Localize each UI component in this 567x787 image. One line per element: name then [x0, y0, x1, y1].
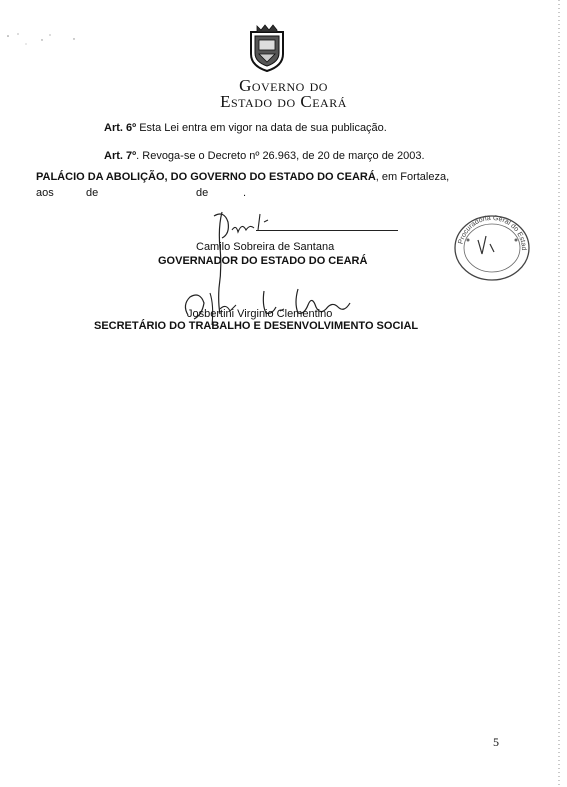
article-label: Art. 7º — [104, 150, 137, 162]
article-text: . Revoga-se o Decreto nº 26.963, de 20 de março de 2003. — [136, 150, 425, 162]
article-label: Art. 6º — [104, 122, 137, 134]
article-text: Esta Lei entra em vigor na data de sua publicação. — [136, 122, 387, 134]
article-6 — [104, 122, 387, 134]
signatory-title: SECRETÁRIO DO TRABALHO E DESENVOLVIMENTO SOCIAL — [94, 320, 419, 332]
state-crest-icon — [247, 24, 287, 72]
signatory-title: GOVERNADOR DO ESTADO DO CEARÁ — [158, 255, 368, 267]
closing-aos: aos — [36, 187, 54, 199]
header-state: Estado do Ceará — [220, 92, 347, 111]
closing-place-rest: , em Fortaleza, — [375, 171, 450, 183]
closing-place-bold: PALÁCIO DA ABOLIÇÃO, DO GOVERNO DO ESTADO DO CEARÁ — [36, 171, 376, 183]
header-government: Governo do — [239, 76, 328, 95]
stamp-text: Procuradoria Geral do Estad — [457, 214, 528, 251]
closing-date-line — [36, 187, 266, 201]
article-7 — [104, 150, 425, 162]
closing-end: . — [243, 187, 247, 199]
closing-place — [36, 171, 496, 183]
signature-line — [256, 230, 398, 231]
closing-de-2: de — [196, 187, 209, 199]
page-number: 5 — [493, 735, 499, 749]
scan-specks — [4, 30, 84, 50]
scan-edge-marks — [558, 0, 560, 787]
signatory-name: Camilo Sobreira de Santana — [196, 241, 335, 253]
signatory-name: Josbertini Virginio Clementino — [187, 308, 333, 320]
closing-de-1: de — [86, 187, 99, 199]
official-stamp — [450, 210, 534, 282]
